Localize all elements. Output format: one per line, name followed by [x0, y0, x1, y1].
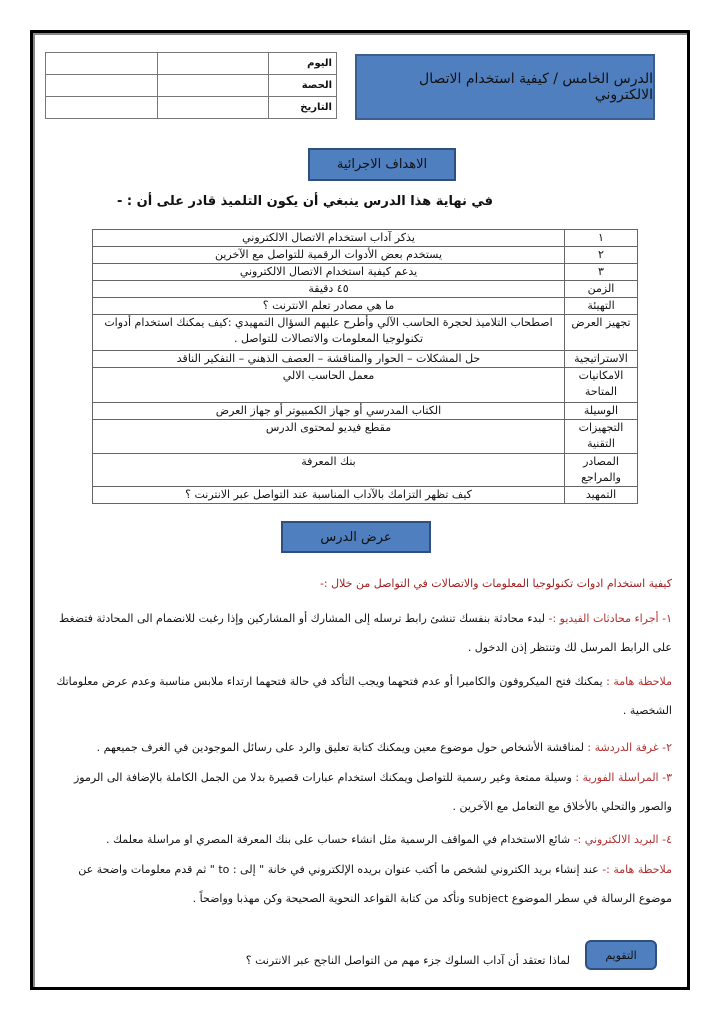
item-label: ٢- غرفة الدردشة :	[587, 741, 672, 754]
row-value: يدعم كيفية استخدام الاتصال الالكتروني	[93, 264, 565, 281]
row-key: ١	[565, 230, 638, 247]
row-value: ٤٥ دقيقة	[93, 281, 565, 298]
info-label: اليوم	[269, 53, 337, 75]
lesson-item-note-2	[55, 855, 672, 913]
row-value: حل المشكلات – الحوار والمناقشة – العصف الذهني – التفكير الناقد	[93, 351, 565, 368]
table-row	[93, 298, 638, 315]
table-row	[93, 230, 638, 247]
item-label: ملاحظة هامة :-	[602, 863, 672, 876]
row-key: الزمن	[565, 281, 638, 298]
row-key: التمهيد	[565, 487, 638, 504]
lesson-item-instant-messaging	[55, 763, 672, 821]
table-row	[93, 487, 638, 504]
lesson-heading: عرض الدرس	[320, 529, 392, 545]
info-row-period	[46, 75, 337, 97]
lesson-plan-table	[92, 229, 638, 504]
info-cell	[46, 97, 158, 119]
item-text: لمناقشة الأشخاص حول موضوع معين ويمكنك كتابة تعليق والرد على رسائل الموجودين في الغرف جميعهم .	[96, 741, 584, 754]
row-key: المصادر والمراجع	[565, 454, 638, 487]
row-value: بنك المعرفة	[93, 454, 565, 487]
row-value: اصطحاب التلاميذ لحجرة الحاسب الآلي وأطرح عليهم السؤال التمهيدي :كيف يمكنك استخدام أدوات تكنولوجيا المعلومات والاتصالات للتواصل .	[93, 315, 565, 351]
evaluation-label-box	[585, 940, 657, 970]
row-value: يذكر آداب استخدام الاتصال الالكتروني	[93, 230, 565, 247]
row-key: الاستراتيجية	[565, 351, 638, 368]
table-row	[93, 368, 638, 403]
item-text: يمكنك فتح الميكروفون والكاميرا أو عدم فتحهما ويجب التأكد في حالة فتحهما ارتداء ملابس مناسبة وعدم عرض معلوماتك الشخصية .	[56, 675, 672, 717]
info-cell	[157, 97, 269, 119]
goals-intro: في نهاية هذا الدرس ينبغي أن يكون التلميذ قادر على أن : -	[116, 194, 494, 209]
table-row	[93, 420, 638, 454]
info-label: التاريخ	[269, 97, 337, 119]
evaluation-label: التقويم	[605, 948, 637, 962]
info-row-day	[46, 53, 337, 75]
item-label: ٤- البريد الالكتروني :-	[573, 833, 672, 846]
item-text: شائع الاستخدام في المواقف الرسمية مثل انشاء حساب على بنك المعرفة المصري او مراسلة معلمك .	[106, 833, 571, 846]
row-key: ٢	[565, 247, 638, 264]
table-row	[93, 264, 638, 281]
row-key: ٣	[565, 264, 638, 281]
table-row	[93, 247, 638, 264]
info-cell	[157, 75, 269, 97]
lesson-title: الدرس الخامس / كيفية استخدام الاتصال الالكتروني	[419, 71, 653, 103]
lesson-item-email	[55, 825, 672, 854]
row-key: التجهيزات التقنية	[565, 420, 638, 454]
goals-heading: الاهداف الاجرائية	[336, 157, 428, 172]
row-value: معمل الحاسب الالي	[93, 368, 565, 403]
row-key: تجهيز العرض	[565, 315, 638, 351]
lesson-item-note-1	[55, 667, 672, 725]
table-row	[93, 281, 638, 298]
lesson-heading-box	[281, 521, 431, 553]
info-cell	[157, 53, 269, 75]
item-text: لبدء محادثة بنفسك تنشئ رابط ترسله إلى المشارك أو المشاركين وإذا رغبت للانضمام الى المحادثة فتضغط على الرابط المرسل لك وتنتظر إذن الدخول .	[59, 612, 672, 654]
item-label: ١- أجراء محادثات الفيديو :-	[548, 612, 672, 625]
lesson-item-chat	[55, 733, 672, 762]
info-cell	[46, 75, 158, 97]
goals-heading-box	[308, 148, 456, 181]
info-cell	[46, 53, 158, 75]
lesson-title-box	[355, 54, 655, 120]
table-row	[93, 315, 638, 351]
row-value: كيف تظهر التزامك بالآداب المناسبة عند التواصل عبر الانترنت ؟	[93, 487, 565, 504]
item-label: ملاحظة هامة :	[606, 675, 672, 688]
table-row	[93, 454, 638, 487]
info-label: الحصة	[269, 75, 337, 97]
table-row	[93, 403, 638, 420]
row-value: ما هي مصادر تعلم الانترنت ؟	[93, 298, 565, 315]
info-row-date	[46, 97, 337, 119]
info-table	[45, 52, 337, 119]
lesson-subtitle: كيفية استخدام ادوات تكنولوجيا المعلومات والاتصالات في التواصل من خلال :-	[319, 577, 672, 590]
table-row	[93, 351, 638, 368]
row-key: الامكانيات المتاحة	[565, 368, 638, 403]
row-key: التهيئة	[565, 298, 638, 315]
lesson-item-video	[55, 604, 672, 662]
item-text: عند إنشاء بريد الكتروني لشخص ما أكتب عنوان بريده الإلكتروني في خانة " إلى : to " ثم قدم معلومات واضحة عن موضوع الرسالة في سطر الموضوع subject وتأكد من كتابة القواعد النحوية الصحيحة وكن مهذبا وواضحاً .	[78, 863, 672, 905]
evaluation-question: لماذا تعتقد أن آداب السلوك جزء مهم من التواصل الناجح عبر الانترنت ؟	[245, 954, 570, 967]
row-key: الوسيلة	[565, 403, 638, 420]
row-value: مقطع فيديو لمحتوى الدرس	[93, 420, 565, 454]
item-text: وسيلة ممتعة وغير رسمية للتواصل ويمكنك استخدام عبارات قصيرة بدلا من الجمل الكاملة بالإضافة الى الرموز والصور والتحلي بالأخلاق مع التعامل مع الآخرين .	[73, 771, 672, 813]
row-value: الكتاب المدرسي أو جهاز الكمبيوتر أو جهاز العرض	[93, 403, 565, 420]
item-label: ٣- المراسلة الفورية :	[575, 771, 672, 784]
row-value: يستخدم بعض الأدوات الرقمية للتواصل مع الآخرين	[93, 247, 565, 264]
